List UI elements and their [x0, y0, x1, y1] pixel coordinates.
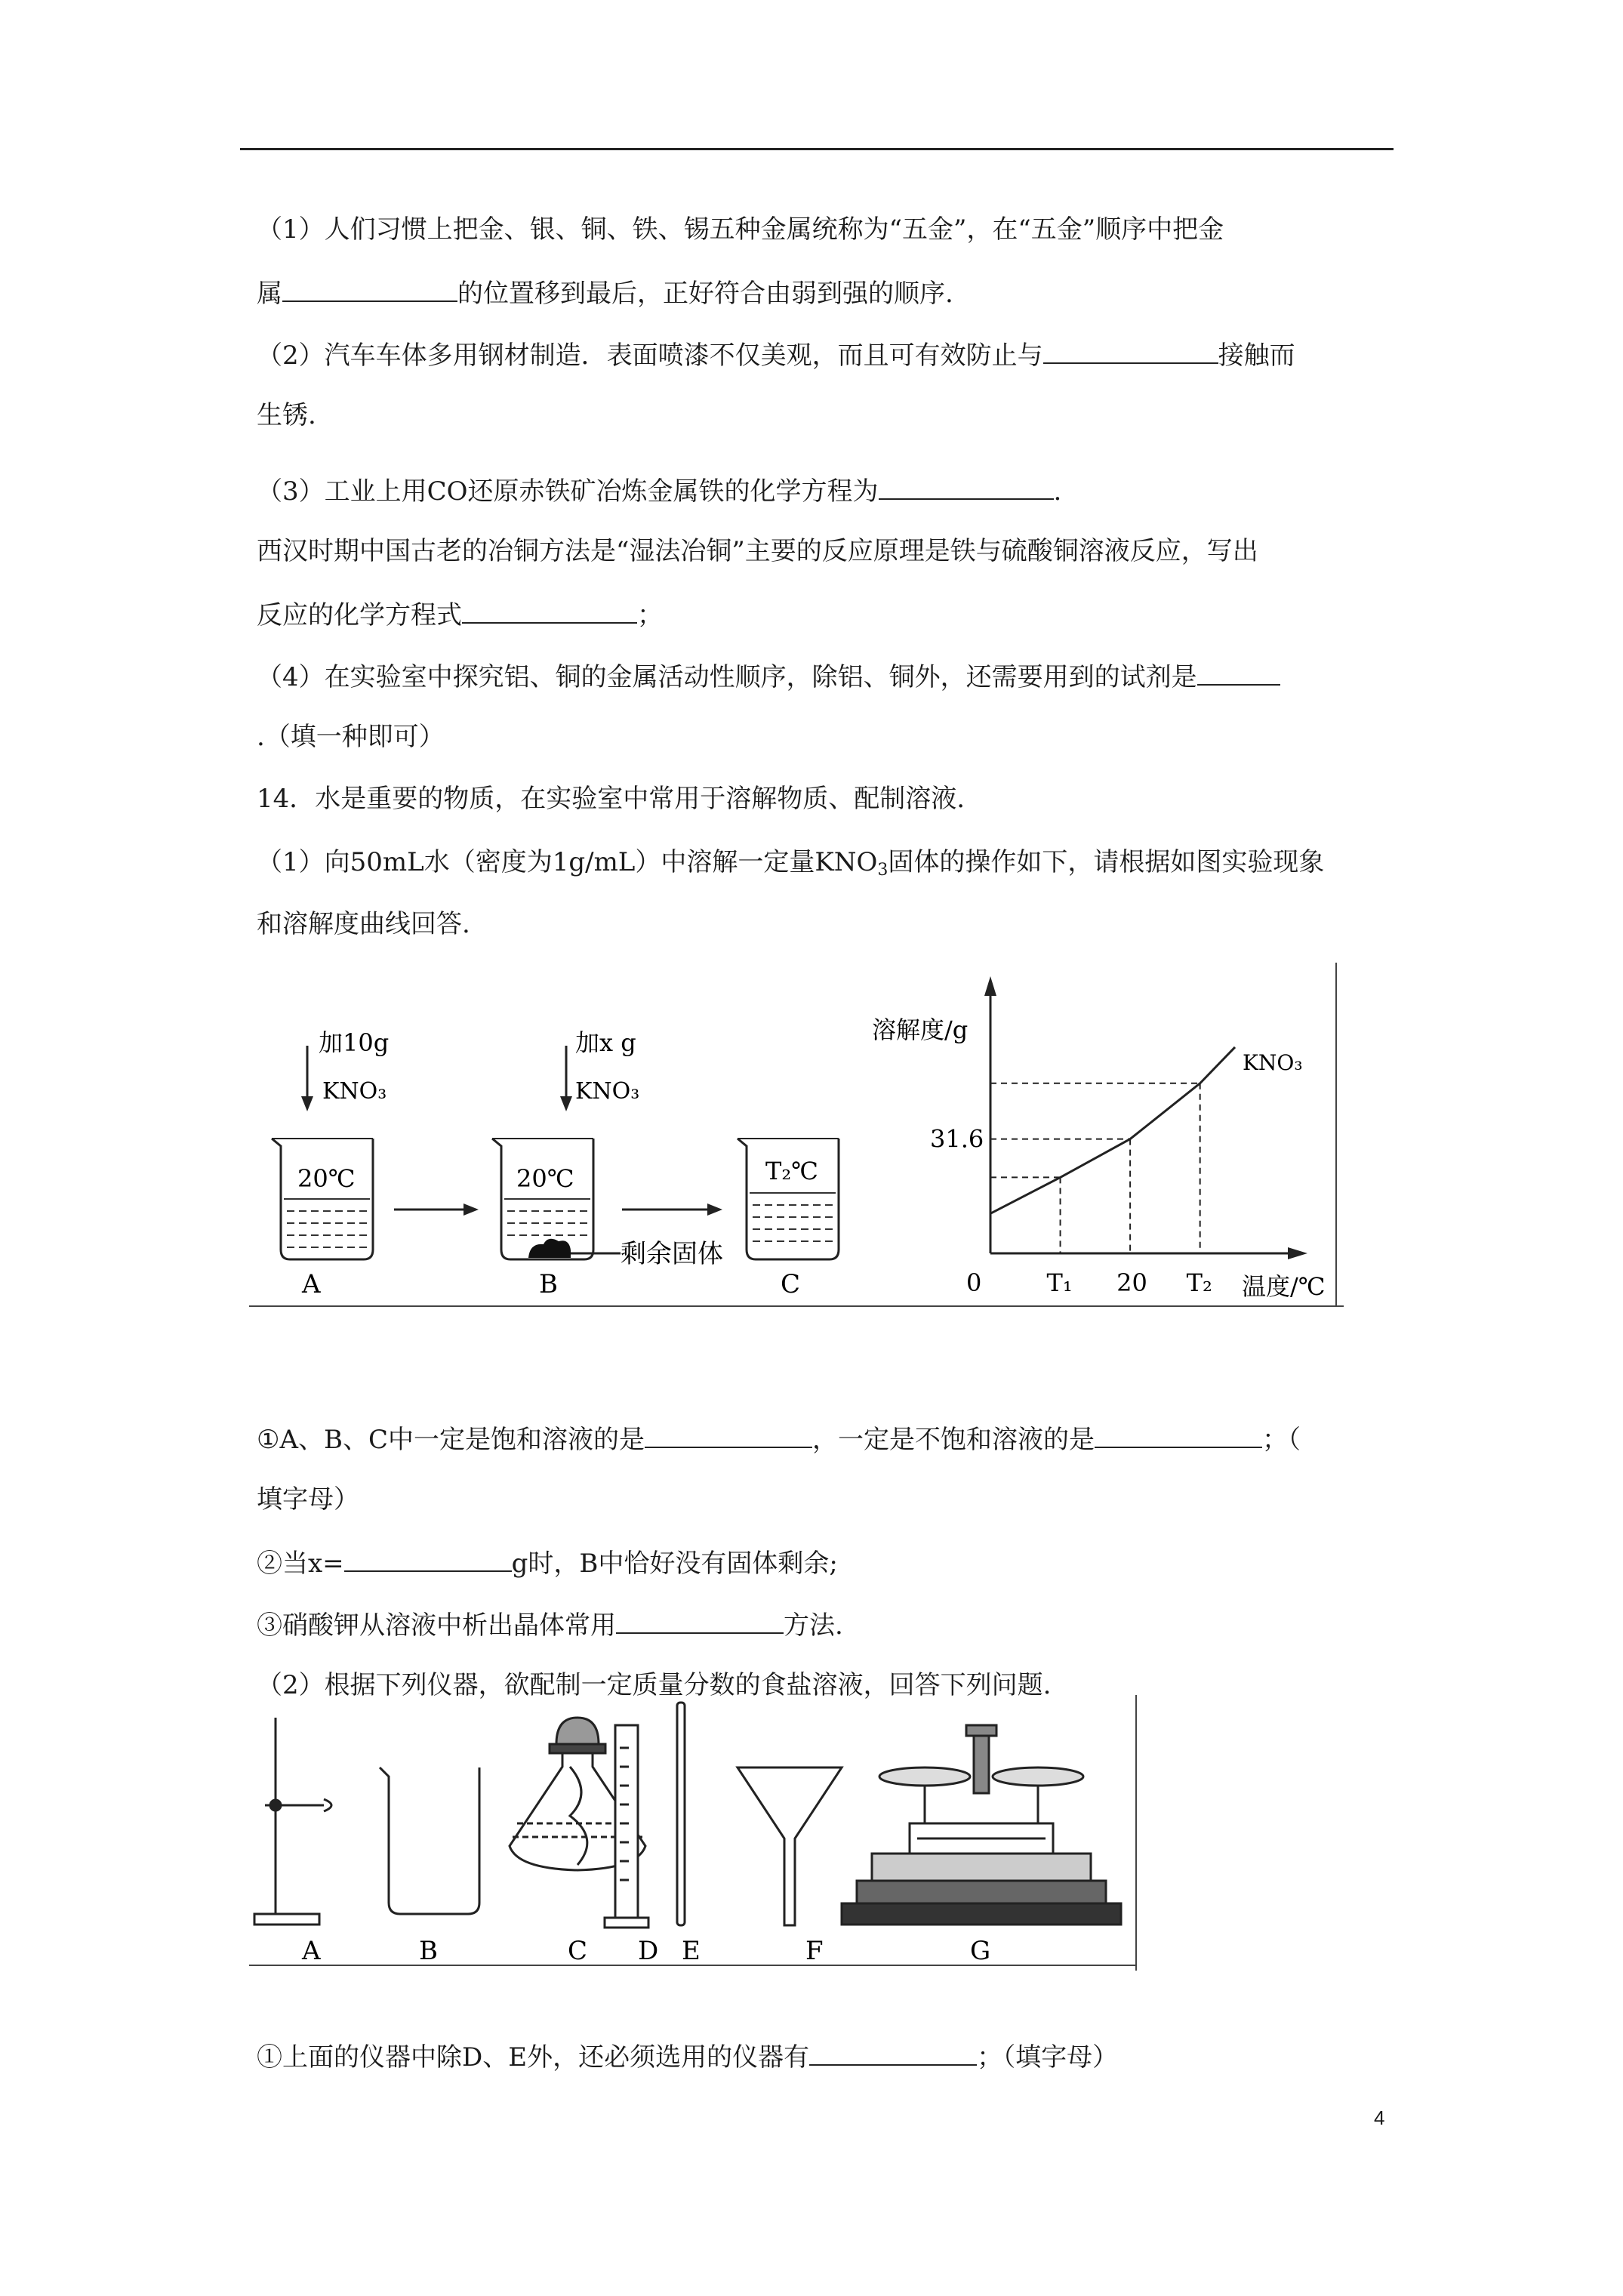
q13-part3b-line1: 西汉时期中国古老的冶铜方法是“湿法冶铜”主要的反应原理是铁与硫酸铜溶液反应，写出: [257, 536, 1258, 566]
answer-blank[interactable]: [809, 2039, 977, 2066]
lab-instruments-figure: [245, 1695, 1140, 1974]
x-tick-label: T₂: [1186, 1268, 1212, 1297]
glass-rod-icon: [677, 1703, 685, 1925]
kno3-curve: [990, 1047, 1235, 1213]
label-c: C: [781, 1269, 801, 1299]
answer-blank[interactable]: [645, 1421, 812, 1448]
x-tick-label: 0: [966, 1268, 982, 1297]
kno3-label-a: KNO₃: [322, 1078, 387, 1105]
beaker-b-liquid: [504, 1199, 590, 1235]
temp-label-a: 20℃: [297, 1164, 356, 1193]
q13-part2-line1: （2）汽车车体多用钢材制造．表面喷漆不仅美观，而且可有效防止与 接触而: [257, 337, 1295, 372]
arrow-head-icon: [560, 1096, 572, 1111]
q14-part2-line: （2）根据下列仪器，欲配制一定质量分数的食盐溶液，回答下列问题.: [257, 1670, 1052, 1700]
residue-solid: [528, 1239, 571, 1258]
q14-sub1-line2: 填字母）: [257, 1484, 359, 1515]
q13-part3-line: （3）工业上用CO还原赤铁矿冶炼金属铁的化学方程为 .: [257, 473, 1061, 508]
q14-stem: 14．水是重要的物质，在实验室中常用于溶解物质、配制溶液.: [257, 784, 965, 814]
q13-part4-line1: （4）在实验室中探究铝、铜的金属活动性顺序，除铝、铜外，还需要用到的试剂是: [257, 658, 1280, 694]
answer-blank[interactable]: [344, 1545, 512, 1572]
answer-blank[interactable]: [616, 1607, 784, 1634]
arrow-head-icon: [301, 1096, 313, 1111]
add-label-a: 加10g: [319, 1028, 390, 1057]
temp-label-b: 20℃: [516, 1164, 574, 1193]
beaker-c-liquid: [750, 1193, 836, 1241]
series-label-kno3: KNO₃: [1242, 1049, 1303, 1075]
answer-blank[interactable]: [1197, 658, 1280, 686]
solubility-chart: [861, 963, 1344, 1314]
q14-sub3-line: ③硝酸钾从溶液中析出晶体常用 方法.: [257, 1607, 843, 1642]
beaker-a-liquid: [284, 1199, 370, 1247]
q14-sub4-line: ①上面的仪器中除D、E外，还必须选用的仪器有 ；（填字母）: [257, 2039, 1118, 2074]
add-label-b: 加x g: [575, 1028, 636, 1057]
instrument-label: F: [805, 1936, 824, 1966]
q14-sub1-line1: ①A、B、C中一定是饱和溶液的是 ，一定是不饱和溶液的是 ；（: [257, 1421, 1301, 1456]
beaker-icon: [380, 1767, 479, 1914]
q14-sub2-line: ②当x= g时，B中恰好没有固体剩余;: [257, 1545, 838, 1580]
q14-part1-line1: （1）向50mL水（密度为1g/mL）中溶解一定量$KNO_3$固体的操作如下，请根据如图实验现象: [257, 847, 1325, 880]
temp-label-c: T₂℃: [765, 1157, 818, 1185]
y-axis-arrow-icon: [984, 976, 996, 996]
answer-blank[interactable]: [1095, 1421, 1262, 1448]
q13-part2-line2: 生锈.: [257, 400, 316, 430]
instrument-label: C: [568, 1936, 588, 1966]
q13-part1-line2: 属 的位置移到最后，正好符合由弱到强的顺序.: [257, 275, 953, 310]
answer-blank[interactable]: [282, 275, 457, 302]
label-a: A: [302, 1269, 321, 1299]
x-tick-label: T₁: [1046, 1268, 1073, 1297]
x-tick-label: 20: [1116, 1268, 1147, 1297]
instrument-label: D: [638, 1936, 659, 1966]
answer-blank[interactable]: [462, 596, 637, 624]
balance-scale-icon: [842, 1725, 1121, 1925]
label-b: B: [539, 1269, 558, 1299]
y-axis-label: 溶解度/g: [872, 1015, 969, 1044]
instrument-label: A: [302, 1936, 321, 1966]
instrument-label: B: [419, 1936, 438, 1966]
funnel-icon: [738, 1767, 842, 1925]
answer-blank[interactable]: [1043, 337, 1218, 364]
residue-label: 剩余固体: [621, 1239, 723, 1269]
q13-part3b-line2: 反应的化学方程式 ；: [257, 596, 663, 632]
header-rule: [240, 148, 1394, 150]
x-axis-label: 温度/℃: [1242, 1272, 1326, 1301]
iron-stand-icon: [254, 1718, 331, 1925]
page-number: 4: [1374, 2106, 1385, 2129]
q14-part1-line2: 和溶解度曲线回答.: [257, 909, 470, 939]
y-tick-label: 31.6: [930, 1124, 984, 1154]
kno3-label-b: KNO₃: [575, 1078, 640, 1105]
instrument-label: G: [970, 1936, 991, 1966]
instrument-label: E: [682, 1936, 701, 1966]
q13-part1-line1: （1）人们习惯上把金、银、铜、铁、锡五种金属统称为“五金”，在“五金”顺序中把金: [257, 214, 1224, 245]
x-axis-arrow-icon: [1288, 1247, 1307, 1259]
answer-blank[interactable]: [879, 473, 1054, 500]
q13-part4-line2: .（填一种即可）: [257, 722, 445, 752]
